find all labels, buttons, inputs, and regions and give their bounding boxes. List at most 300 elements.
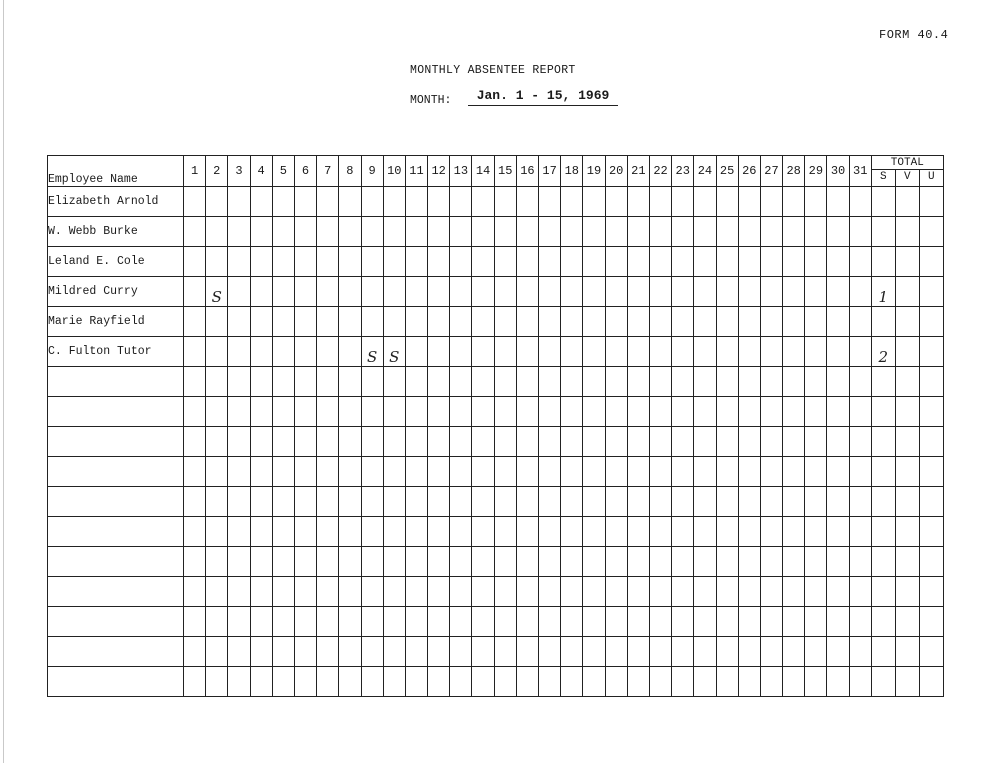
day-cell	[539, 577, 561, 607]
day-cell	[472, 277, 494, 307]
total-cell-v	[895, 487, 919, 517]
day-cell	[272, 277, 294, 307]
day-cell	[694, 397, 716, 427]
day-cell	[383, 427, 405, 457]
day-cell	[339, 187, 361, 217]
day-cell	[783, 517, 805, 547]
day-cell	[361, 277, 383, 307]
total-cell-v	[895, 517, 919, 547]
day-cell	[827, 457, 849, 487]
day-cell	[184, 337, 206, 367]
day-cell	[583, 247, 605, 277]
day-cell	[317, 367, 339, 397]
total-cell-s	[871, 217, 895, 247]
day-cell	[317, 487, 339, 517]
day-cell	[738, 547, 760, 577]
day-cell	[472, 457, 494, 487]
day-cell	[428, 427, 450, 457]
day-cell	[383, 577, 405, 607]
day-cell	[494, 637, 516, 667]
day-cell	[849, 397, 871, 427]
day-cell	[294, 457, 316, 487]
day-cell	[450, 217, 472, 247]
day-cell	[561, 187, 583, 217]
day-cell	[539, 667, 561, 697]
day-cell	[184, 637, 206, 667]
day-cell	[184, 307, 206, 337]
day-cell	[716, 187, 738, 217]
day-cell	[805, 517, 827, 547]
day-cell	[184, 667, 206, 697]
total-cell-s	[871, 637, 895, 667]
report-title: MONTHLY ABSENTEE REPORT	[410, 64, 576, 77]
day-header-15: 15	[494, 156, 516, 187]
day-cell	[694, 547, 716, 577]
day-cell	[516, 487, 538, 517]
total-cell-v	[895, 457, 919, 487]
day-cell	[272, 637, 294, 667]
day-cell	[561, 247, 583, 277]
day-cell	[450, 367, 472, 397]
total-cell-s	[871, 397, 895, 427]
total-cell-s	[871, 367, 895, 397]
day-cell	[272, 247, 294, 277]
day-header-10: 10	[383, 156, 405, 187]
day-cell	[206, 427, 228, 457]
day-cell	[405, 547, 427, 577]
day-cell	[450, 547, 472, 577]
day-cell	[539, 337, 561, 367]
day-cell	[361, 307, 383, 337]
day-cell	[428, 637, 450, 667]
day-cell	[805, 547, 827, 577]
day-cell	[294, 247, 316, 277]
day-cell	[516, 667, 538, 697]
day-cell	[694, 187, 716, 217]
day-cell	[516, 397, 538, 427]
day-cell: S	[206, 277, 228, 307]
day-cell	[339, 427, 361, 457]
day-cell	[849, 277, 871, 307]
total-cell-s	[871, 457, 895, 487]
day-cell	[294, 577, 316, 607]
day-cell	[672, 577, 694, 607]
day-cell	[405, 457, 427, 487]
day-cell	[272, 187, 294, 217]
day-cell	[738, 277, 760, 307]
day-cell	[184, 277, 206, 307]
day-cell	[649, 367, 671, 397]
day-cell	[317, 577, 339, 607]
month-label: MONTH:	[410, 94, 452, 107]
day-cell	[405, 367, 427, 397]
day-cell	[361, 577, 383, 607]
day-header-3: 3	[228, 156, 250, 187]
day-cell	[428, 457, 450, 487]
day-cell	[827, 277, 849, 307]
day-cell	[184, 607, 206, 637]
total-subheaders	[872, 169, 943, 186]
day-cell	[405, 397, 427, 427]
day-cell	[827, 367, 849, 397]
day-cell	[294, 607, 316, 637]
day-cell	[539, 547, 561, 577]
day-cell: S	[361, 337, 383, 367]
day-cell	[805, 487, 827, 517]
total-cell-v	[895, 337, 919, 367]
day-cell	[206, 367, 228, 397]
day-cell	[760, 307, 782, 337]
day-header-20: 20	[605, 156, 627, 187]
day-cell	[827, 427, 849, 457]
day-cell	[738, 487, 760, 517]
day-cell	[561, 277, 583, 307]
day-cell	[339, 247, 361, 277]
day-cell	[428, 607, 450, 637]
total-cell-u	[919, 637, 943, 667]
day-cell	[694, 247, 716, 277]
total-cell-u	[919, 397, 943, 427]
day-cell	[716, 217, 738, 247]
day-cell	[361, 427, 383, 457]
day-cell	[516, 577, 538, 607]
day-cell	[206, 637, 228, 667]
employee-name	[48, 667, 184, 697]
day-cell	[405, 607, 427, 637]
day-cell	[694, 427, 716, 457]
total-cell-v	[895, 427, 919, 457]
employee-name	[48, 517, 184, 547]
day-cell	[649, 277, 671, 307]
day-cell	[228, 337, 250, 367]
day-cell	[716, 487, 738, 517]
day-header-16: 16	[516, 156, 538, 187]
day-cell	[494, 577, 516, 607]
day-cell	[605, 187, 627, 217]
day-cell	[339, 517, 361, 547]
day-cell	[738, 337, 760, 367]
day-cell	[272, 337, 294, 367]
day-cell	[605, 337, 627, 367]
day-cell	[516, 517, 538, 547]
day-cell	[494, 277, 516, 307]
day-cell	[184, 577, 206, 607]
day-cell	[694, 637, 716, 667]
day-cell	[649, 577, 671, 607]
day-cell	[627, 607, 649, 637]
day-cell	[716, 457, 738, 487]
day-cell	[539, 277, 561, 307]
day-cell	[605, 307, 627, 337]
day-cell	[561, 367, 583, 397]
day-cell	[272, 217, 294, 247]
day-cell	[827, 397, 849, 427]
day-cell	[272, 427, 294, 457]
day-header-2: 2	[206, 156, 228, 187]
blank-row	[48, 667, 944, 697]
day-cell	[472, 187, 494, 217]
day-cell	[716, 637, 738, 667]
day-cell	[428, 517, 450, 547]
day-cell	[383, 307, 405, 337]
day-cell	[250, 367, 272, 397]
day-cell	[627, 487, 649, 517]
day-cell	[583, 217, 605, 247]
day-cell	[672, 247, 694, 277]
day-cell	[760, 667, 782, 697]
day-cell	[405, 667, 427, 697]
day-cell	[405, 577, 427, 607]
day-cell	[405, 247, 427, 277]
day-cell	[228, 217, 250, 247]
day-cell	[339, 487, 361, 517]
day-cell	[383, 457, 405, 487]
day-cell	[561, 667, 583, 697]
total-cell-s	[871, 667, 895, 697]
employee-name	[48, 487, 184, 517]
day-cell	[783, 367, 805, 397]
total-cell-v	[895, 577, 919, 607]
day-cell	[783, 337, 805, 367]
day-cell	[605, 637, 627, 667]
day-cell: S	[383, 337, 405, 367]
day-cell	[450, 187, 472, 217]
total-label: TOTAL	[890, 157, 924, 169]
day-cell	[405, 487, 427, 517]
day-cell	[805, 637, 827, 667]
day-cell	[516, 337, 538, 367]
day-cell	[361, 217, 383, 247]
day-cell	[694, 337, 716, 367]
day-cell	[716, 247, 738, 277]
day-cell	[649, 607, 671, 637]
day-cell	[561, 337, 583, 367]
day-cell	[184, 547, 206, 577]
day-cell	[672, 547, 694, 577]
day-cell	[383, 217, 405, 247]
day-header-24: 24	[694, 156, 716, 187]
day-cell	[450, 487, 472, 517]
day-cell	[317, 337, 339, 367]
day-cell	[849, 367, 871, 397]
day-cell	[672, 427, 694, 457]
day-cell	[383, 397, 405, 427]
day-cell	[428, 337, 450, 367]
total-col-u: U	[919, 170, 943, 186]
total-cell-u	[919, 667, 943, 697]
day-cell	[361, 457, 383, 487]
day-cell	[184, 427, 206, 457]
total-cell-u	[919, 577, 943, 607]
day-cell	[672, 187, 694, 217]
day-cell	[561, 577, 583, 607]
day-cell	[206, 607, 228, 637]
day-cell	[849, 217, 871, 247]
day-cell	[450, 637, 472, 667]
blank-row	[48, 427, 944, 457]
day-cell	[516, 187, 538, 217]
day-cell	[339, 307, 361, 337]
day-cell	[760, 367, 782, 397]
day-cell	[627, 217, 649, 247]
day-cell	[805, 367, 827, 397]
day-cell	[849, 547, 871, 577]
day-cell	[405, 637, 427, 667]
day-cell	[472, 307, 494, 337]
day-cell	[760, 187, 782, 217]
day-cell	[716, 427, 738, 457]
day-cell	[516, 427, 538, 457]
day-cell	[317, 217, 339, 247]
day-cell	[605, 457, 627, 487]
day-cell	[184, 487, 206, 517]
day-cell	[583, 517, 605, 547]
day-cell	[339, 667, 361, 697]
day-cell	[783, 667, 805, 697]
total-cell-v	[895, 187, 919, 217]
day-cell	[516, 307, 538, 337]
day-cell	[450, 397, 472, 427]
day-cell	[294, 667, 316, 697]
day-cell	[450, 337, 472, 367]
day-cell	[428, 277, 450, 307]
day-header-11: 11	[405, 156, 427, 187]
day-cell	[228, 547, 250, 577]
day-cell	[228, 487, 250, 517]
day-cell	[849, 667, 871, 697]
employee-row	[48, 337, 944, 367]
day-cell	[805, 457, 827, 487]
day-cell	[760, 217, 782, 247]
day-cell	[738, 367, 760, 397]
day-cell	[494, 307, 516, 337]
total-cell-u	[919, 517, 943, 547]
day-cell	[694, 307, 716, 337]
day-cell	[206, 487, 228, 517]
blank-row	[48, 637, 944, 667]
day-cell	[317, 277, 339, 307]
day-cell	[738, 217, 760, 247]
blank-row	[48, 517, 944, 547]
day-cell	[561, 637, 583, 667]
day-cell	[539, 427, 561, 457]
day-cell	[716, 517, 738, 547]
day-cell	[827, 637, 849, 667]
day-cell	[294, 547, 316, 577]
day-cell	[605, 547, 627, 577]
day-cell	[250, 607, 272, 637]
day-cell	[583, 187, 605, 217]
blank-row	[48, 487, 944, 517]
day-cell	[516, 277, 538, 307]
day-cell	[317, 457, 339, 487]
day-cell	[738, 457, 760, 487]
total-cell-v	[895, 247, 919, 277]
day-cell	[428, 247, 450, 277]
day-cell	[849, 517, 871, 547]
day-cell	[383, 247, 405, 277]
day-header-14: 14	[472, 156, 494, 187]
day-header-5: 5	[272, 156, 294, 187]
day-cell	[672, 637, 694, 667]
day-cell	[738, 247, 760, 277]
day-header-12: 12	[428, 156, 450, 187]
day-cell	[827, 607, 849, 637]
day-cell	[228, 637, 250, 667]
day-cell	[383, 637, 405, 667]
day-cell	[783, 187, 805, 217]
day-cell	[672, 397, 694, 427]
day-cell	[339, 397, 361, 427]
day-cell	[516, 547, 538, 577]
day-cell	[361, 637, 383, 667]
day-header-29: 29	[805, 156, 827, 187]
day-cell	[561, 217, 583, 247]
day-cell	[272, 517, 294, 547]
day-cell	[649, 457, 671, 487]
day-cell	[494, 607, 516, 637]
day-cell	[649, 637, 671, 667]
day-cell	[627, 577, 649, 607]
day-cell	[250, 547, 272, 577]
day-cell	[561, 427, 583, 457]
day-cell	[716, 277, 738, 307]
day-cell	[516, 367, 538, 397]
day-cell	[649, 487, 671, 517]
day-cell	[494, 397, 516, 427]
day-cell	[760, 517, 782, 547]
day-cell	[627, 277, 649, 307]
day-cell	[760, 397, 782, 427]
day-cell	[627, 337, 649, 367]
employee-name	[48, 427, 184, 457]
day-cell	[760, 607, 782, 637]
day-cell	[605, 247, 627, 277]
day-cell	[672, 487, 694, 517]
day-cell	[494, 337, 516, 367]
day-cell	[494, 247, 516, 277]
total-cell-u	[919, 277, 943, 307]
day-cell	[206, 187, 228, 217]
day-cell	[716, 607, 738, 637]
day-cell	[539, 517, 561, 547]
day-cell	[317, 607, 339, 637]
day-cell	[516, 217, 538, 247]
total-cell-s	[871, 517, 895, 547]
day-cell	[184, 367, 206, 397]
day-cell	[361, 247, 383, 277]
employee-row	[48, 277, 944, 307]
day-cell	[827, 187, 849, 217]
day-cell	[805, 397, 827, 427]
day-cell	[294, 217, 316, 247]
day-cell	[272, 577, 294, 607]
day-cell	[539, 307, 561, 337]
total-cell-u	[919, 217, 943, 247]
day-cell	[272, 487, 294, 517]
day-cell	[672, 607, 694, 637]
day-cell	[294, 427, 316, 457]
day-cell	[206, 307, 228, 337]
total-cell-v	[895, 217, 919, 247]
day-cell	[760, 337, 782, 367]
form-number: FORM 40.4	[879, 28, 949, 42]
day-cell	[827, 217, 849, 247]
day-cell	[450, 457, 472, 487]
day-cell	[649, 427, 671, 457]
day-cell	[738, 187, 760, 217]
day-cell	[672, 457, 694, 487]
